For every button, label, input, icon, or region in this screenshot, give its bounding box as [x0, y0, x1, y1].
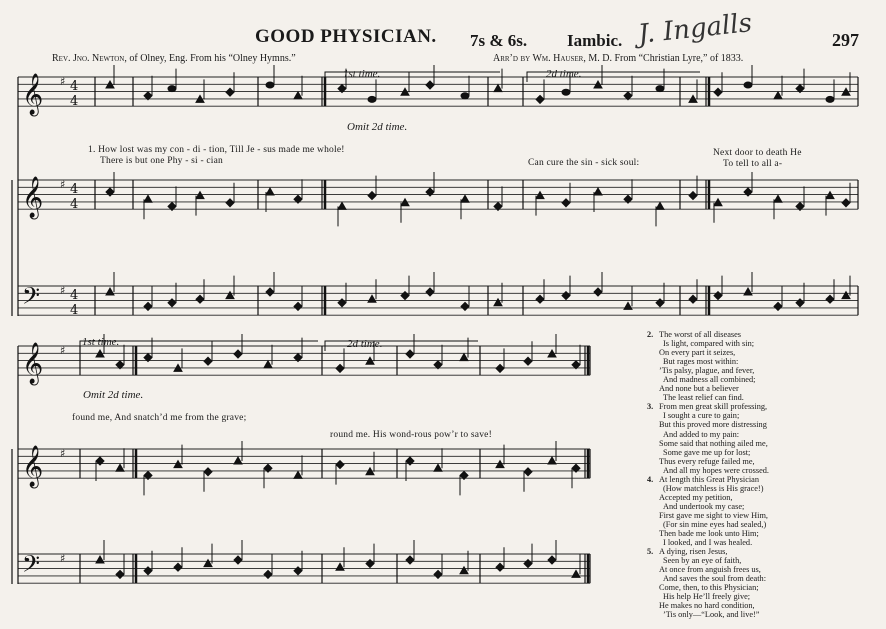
note — [461, 195, 469, 202]
note — [368, 192, 376, 200]
verse-line — [647, 511, 835, 520]
verse-line — [647, 375, 835, 384]
verse-line — [647, 411, 835, 420]
note — [572, 570, 580, 577]
note — [774, 302, 782, 310]
scale-label: Iambic. — [567, 31, 623, 50]
lyric-line: There is but one Phy - si - cian — [100, 156, 224, 166]
note — [744, 288, 752, 295]
verse-line — [647, 420, 835, 429]
note — [689, 192, 697, 200]
verse-line — [647, 556, 835, 565]
note — [266, 188, 274, 195]
verse-line — [647, 520, 835, 529]
verse-text: I sought a cure to gain; — [663, 411, 740, 421]
note — [562, 292, 570, 300]
key-signature: ♯ — [60, 178, 66, 191]
note — [536, 295, 544, 303]
note — [494, 85, 502, 92]
note — [368, 96, 376, 102]
verse-line — [647, 493, 835, 502]
verse-line — [647, 366, 835, 375]
verse-text: (How matchless is His grace!) — [663, 483, 764, 493]
note — [548, 556, 556, 564]
note — [461, 93, 469, 99]
verse-line — [647, 348, 835, 357]
verse-line — [647, 448, 835, 457]
note — [594, 188, 602, 195]
note — [496, 461, 504, 468]
note — [226, 199, 234, 207]
note — [264, 361, 272, 368]
verse-line — [647, 583, 835, 592]
note — [196, 295, 204, 303]
note — [656, 86, 664, 92]
note — [460, 354, 468, 361]
note — [624, 302, 632, 309]
verse-line — [647, 538, 835, 547]
note — [826, 295, 834, 303]
note — [174, 563, 182, 571]
additional-verses — [647, 330, 835, 620]
verse-line — [647, 384, 835, 393]
verse-line — [647, 466, 835, 475]
note — [461, 302, 469, 310]
note — [826, 192, 834, 199]
time-signature-top: 4 — [70, 182, 79, 197]
first-time-mark-2: 1st time. — [82, 336, 120, 348]
note — [524, 357, 532, 365]
time-signature-top: 4 — [70, 79, 79, 94]
verse-number: 2. — [647, 330, 654, 339]
note — [536, 192, 544, 199]
verse-text: And all my hopes were crossed. — [663, 465, 769, 475]
lyric-line: round me. His wond-rous pow’r to save! — [330, 430, 492, 440]
note — [144, 567, 152, 575]
time-signature-top: 4 — [70, 288, 79, 303]
verse-text: But this proved more distressing — [659, 420, 767, 430]
verse-text: And added to my pain: — [663, 429, 740, 439]
verse-line — [647, 339, 835, 348]
note — [656, 299, 664, 307]
note — [116, 570, 124, 578]
note — [294, 302, 302, 310]
second-time-mark-1: 2d time. — [546, 68, 582, 80]
verse-text: Accepted my petition, — [659, 492, 733, 502]
note — [204, 468, 212, 476]
hymn-title: GOOD PHYSICIAN. — [255, 26, 437, 47]
verse-text: (For sin mine eyes had sealed,) — [663, 519, 767, 529]
note — [714, 88, 722, 96]
note — [234, 556, 242, 564]
lyric-line: found me, And snatch’d me from the grave; — [72, 413, 247, 423]
note — [264, 570, 272, 578]
note — [168, 86, 176, 92]
key-signature: ♯ — [60, 284, 66, 297]
treble-clef: 𝄞 — [22, 74, 44, 115]
verse-text: ’Tis only—“Look, and live!” — [663, 610, 760, 620]
key-signature: ♯ — [60, 75, 66, 88]
verse-text: The least relief can find. — [663, 393, 744, 403]
note — [234, 457, 242, 464]
note — [336, 563, 344, 570]
verse-text: His help He’ll freely give; — [663, 592, 751, 602]
note — [294, 567, 302, 575]
key-signature: ♯ — [60, 447, 66, 460]
treble-clef: 𝄞 — [22, 177, 44, 218]
lyric-line: Next door to death He — [713, 148, 802, 158]
verse-text: And madness all combined; — [663, 375, 756, 385]
author-name: Rev. Jno. Newton — [52, 53, 125, 64]
note — [338, 202, 346, 209]
note — [234, 350, 242, 358]
note — [434, 570, 442, 578]
verse-text: At length this Great Physician — [659, 474, 760, 484]
note — [689, 295, 697, 303]
note — [796, 299, 804, 307]
treble-clef: 𝄞 — [22, 343, 44, 384]
verse-line — [647, 430, 835, 439]
verse-text: Some said that nothing ailed me, — [659, 438, 768, 448]
note — [434, 464, 442, 471]
verse-line — [647, 610, 835, 619]
verse-text: But rages most within: — [663, 357, 739, 367]
verse-line — [647, 330, 835, 339]
note — [496, 364, 504, 372]
note — [826, 96, 834, 102]
arranger-name: Arr’d by Wm. Hauser — [493, 53, 584, 64]
verse-text: And undertook my case; — [663, 501, 745, 511]
note — [294, 471, 302, 478]
verse-number: 3. — [647, 402, 654, 412]
verse-line — [647, 357, 835, 366]
note — [144, 195, 152, 202]
note — [494, 299, 502, 306]
note — [406, 556, 414, 564]
note — [226, 88, 234, 96]
verse-text: First gave me sight to view Him, — [659, 510, 769, 520]
note — [842, 292, 850, 299]
verse-text: And saves the soul from death: — [663, 574, 766, 584]
verse-text: A dying, risen Jesus, — [659, 547, 728, 557]
verse-line — [647, 502, 835, 511]
verse-text: The worst of all diseases — [659, 330, 742, 339]
note — [496, 563, 504, 571]
note — [338, 299, 346, 307]
verse-text: On every part it seizes, — [659, 348, 736, 358]
note — [226, 292, 234, 299]
clefs — [22, 73, 78, 583]
note — [744, 82, 752, 88]
note — [594, 288, 602, 296]
verse-line — [647, 565, 835, 574]
note — [106, 288, 114, 295]
verse-number: 4. — [647, 474, 654, 484]
verse-text: Some gave me up for lost; — [663, 447, 751, 457]
time-signature-bottom: 4 — [70, 303, 79, 318]
note — [524, 468, 532, 476]
author-source: , of Olney, Eng. From his “Olney Hymns.” — [124, 53, 296, 64]
note — [842, 199, 850, 207]
verse-line — [647, 402, 835, 411]
second-time-mark-2: 2d time. — [347, 338, 383, 350]
note — [401, 292, 409, 300]
page-number: 297 — [832, 30, 859, 50]
verse-text: Come, then, to this Physician; — [659, 583, 759, 593]
bass-clef: 𝄢 — [22, 282, 41, 315]
note — [336, 461, 344, 469]
note — [548, 457, 556, 464]
verse-text: From men great skill professing, — [659, 402, 768, 412]
verse-line — [647, 574, 835, 583]
verse-number: 5. — [647, 547, 654, 557]
omit-second-mark-1: Omit 2d time. — [347, 121, 408, 133]
note — [204, 560, 212, 567]
verse-text: Then bade me look unto Him; — [659, 529, 759, 539]
verse-text: Is light, compared with sin; — [663, 339, 755, 349]
treble-clef: 𝄞 — [22, 446, 44, 487]
verse-line — [647, 484, 835, 493]
note — [116, 464, 124, 471]
verse-text: I looked, and I was healed. — [663, 538, 753, 548]
verse-line — [647, 547, 835, 556]
note — [294, 92, 302, 99]
bass-clef: 𝄢 — [22, 550, 41, 583]
note — [368, 295, 376, 302]
note — [562, 199, 570, 207]
note — [168, 299, 176, 307]
key-signature: ♯ — [60, 344, 66, 357]
verse-text: And none but a believer — [659, 384, 739, 394]
verse-text: He makes no hard condition, — [659, 601, 755, 611]
note — [406, 350, 414, 358]
note — [426, 288, 434, 296]
note — [336, 364, 344, 372]
note — [714, 292, 722, 300]
note — [204, 357, 212, 365]
note — [174, 461, 182, 468]
verse-text: Thus every refuge failed me, — [659, 456, 755, 466]
note — [144, 302, 152, 310]
verse-text: Seen by an eye of faith, — [663, 556, 742, 566]
arranger-source: , M. D. From “Christian Lyre,” of 1833. — [583, 53, 744, 64]
verse-text: At once from anguish frees us, — [659, 565, 761, 575]
note — [266, 82, 274, 88]
key-signature: ♯ — [60, 552, 66, 565]
verse-line — [647, 475, 835, 484]
time-signature-bottom: 4 — [70, 197, 79, 212]
note — [426, 81, 434, 89]
volta-brackets — [80, 72, 700, 351]
verse-line — [647, 457, 835, 466]
lyric-line: Can cure the sin - sick soul: — [528, 158, 640, 168]
note — [366, 560, 374, 568]
handwritten-signature: J. Ingalls — [636, 8, 754, 50]
lyric-line: To tell to all a- — [723, 159, 783, 169]
verse-line — [647, 393, 835, 402]
note — [266, 288, 274, 296]
omit-second-mark-2: Omit 2d time. — [83, 389, 144, 401]
note — [524, 560, 532, 568]
meter-label: 7s & 6s. — [470, 31, 528, 50]
verse-line — [647, 601, 835, 610]
note — [562, 89, 570, 95]
verse-line — [647, 592, 835, 601]
note — [460, 567, 468, 574]
lyric-line: 1. How lost was my con - di - tion, Till Je - sus made me whole! — [88, 145, 345, 155]
note — [774, 92, 782, 99]
note — [536, 95, 544, 103]
note — [96, 556, 104, 563]
verse-line — [647, 439, 835, 448]
note — [656, 202, 664, 209]
first-time-mark-1: 1st time. — [343, 68, 381, 80]
time-signature-bottom: 4 — [70, 94, 79, 109]
verse-text: ’Tis palsy, plague, and fever, — [659, 366, 755, 376]
note — [196, 192, 204, 199]
note — [774, 195, 782, 202]
verse-line — [647, 529, 835, 538]
